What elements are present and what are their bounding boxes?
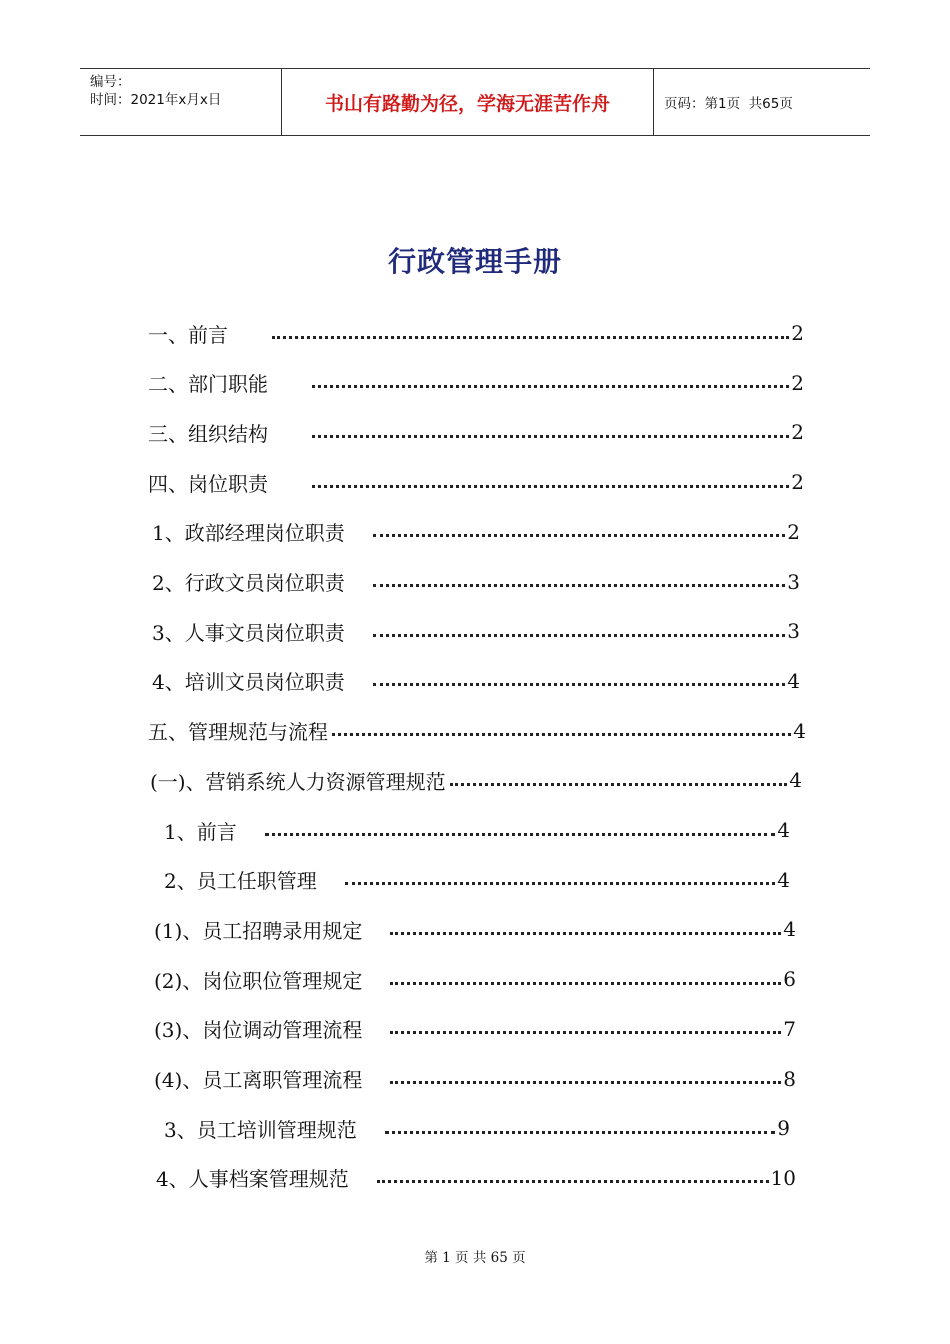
toc-entry[interactable] (152, 517, 800, 547)
toc-leader-dots (312, 435, 789, 438)
toc-entry[interactable] (154, 914, 796, 944)
toc-entry-page: 6 (783, 967, 796, 992)
toc-entry[interactable] (152, 567, 800, 597)
page-info-cell (654, 69, 870, 135)
toc-entry-page: 4 (789, 768, 802, 793)
toc-entry-page: 4 (777, 818, 790, 842)
toc-leader-dots (373, 584, 786, 587)
toc-entry-title: (2)、岗位职位管理规定 (154, 968, 363, 993)
toc-leader-dots (312, 485, 789, 488)
toc-leader-dots (390, 1031, 781, 1034)
toc-leader-dots (265, 833, 776, 836)
toc-entry-page: 2 (791, 321, 804, 345)
toc-leader-dots (373, 534, 786, 537)
toc-entry-title: (1)、员工招聘录用规定 (154, 918, 363, 943)
code-label: 编号： (90, 74, 131, 90)
toc-entry[interactable] (154, 1064, 796, 1094)
toc-entry[interactable] (164, 1113, 790, 1143)
toc-entry-title: 2、员工任职管理 (164, 869, 317, 894)
page-header (80, 68, 870, 136)
toc-entry-page: 2 (791, 370, 804, 395)
toc-entry-page: 2 (791, 470, 804, 495)
toc-entry[interactable] (156, 1163, 796, 1193)
toc-entry[interactable] (152, 616, 800, 646)
toc-entry-title: 1、政部经理岗位职责 (152, 521, 345, 546)
toc-entry[interactable] (164, 865, 790, 895)
toc-entry-title: (3)、岗位调动管理流程 (154, 1018, 363, 1043)
toc-leader-dots (390, 1081, 781, 1084)
toc-entry-title: (一)、营销系统人力资源管理规范 (150, 769, 446, 794)
toc-entry[interactable] (154, 1014, 796, 1044)
toc-entry-title: 四、岗位职责 (148, 471, 268, 496)
toc-entry-page: 9 (777, 1116, 790, 1141)
time-label: 时间：2021年x月x日 (90, 92, 222, 108)
toc-entry-title: 2、行政文员岗位职责 (152, 571, 345, 595)
document-title: 行政管理手册 (387, 245, 562, 278)
toc-entry-page: 4 (793, 718, 806, 743)
toc-entry[interactable] (148, 716, 806, 746)
toc-leader-dots (272, 336, 789, 339)
toc-leader-dots (332, 733, 791, 736)
toc-entry[interactable] (148, 467, 804, 497)
toc-leader-dots (385, 1131, 776, 1134)
header-meta-cell (80, 69, 282, 135)
toc-entry-title: 4、培训文员岗位职责 (152, 670, 345, 695)
toc-leader-dots (390, 982, 781, 985)
toc-entry-title: 3、员工培训管理规范 (164, 1117, 357, 1142)
toc-entry-title: 五、管理规范与流程 (148, 720, 328, 745)
toc-entry-page: 2 (791, 420, 804, 445)
toc-entry[interactable] (148, 417, 804, 447)
toc-entry-title: 1、前言 (164, 819, 237, 844)
toc-entry-page: 4 (783, 917, 796, 942)
toc-entry-title: 3、人事文员岗位职责 (152, 620, 345, 645)
toc-entry-page: 8 (783, 1066, 796, 1091)
toc-entry-title: 三、组织结构 (148, 421, 268, 446)
motto-cell (282, 69, 654, 135)
toc-entry[interactable] (152, 666, 800, 696)
toc-entry[interactable] (148, 368, 804, 398)
toc-entry-page: 7 (783, 1016, 796, 1041)
toc-entry-page: 2 (787, 519, 800, 544)
toc-entry-title: 二、部门职能 (148, 372, 268, 397)
toc-entry[interactable] (150, 765, 802, 795)
toc-leader-dots (373, 683, 786, 686)
page-footer: 第 1 页 共 65 页 (424, 1250, 526, 1266)
toc-entry-title: (4)、员工离职管理流程 (154, 1068, 363, 1092)
toc-entry-page: 10 (770, 1165, 796, 1190)
page-info-text: 页码：第1页 共65页 (664, 96, 793, 112)
toc-entry-page: 3 (787, 569, 800, 594)
toc-leader-dots (312, 385, 789, 388)
toc-entry-page: 4 (777, 867, 790, 892)
toc-leader-dots (450, 783, 788, 786)
toc-entry[interactable] (148, 318, 804, 348)
toc-leader-dots (377, 1180, 769, 1183)
toc-entry-page: 4 (787, 668, 800, 693)
motto-text: 书山有路勤为径，学海无涯苦作舟 (324, 92, 610, 115)
toc-entry-title: 4、人事档案管理规范 (156, 1167, 349, 1192)
toc-entry[interactable] (164, 815, 790, 845)
toc-entry-page: 3 (787, 619, 800, 644)
toc-leader-dots (390, 932, 781, 935)
toc-leader-dots (345, 882, 776, 885)
toc-entry[interactable] (154, 964, 796, 994)
toc-leader-dots (373, 634, 786, 637)
toc-entry-title: 一、前言 (148, 322, 228, 347)
